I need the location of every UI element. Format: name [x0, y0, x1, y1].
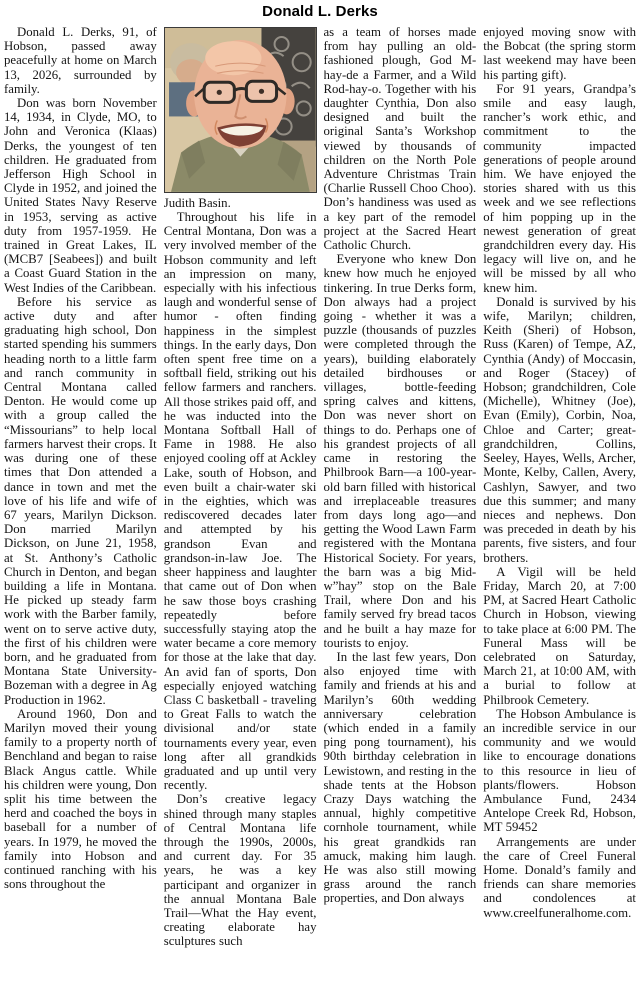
paragraph: Before his service as active duty and after graduating high school, Don started spending his summers heading north to a little farm and ranch community in Central Montana called Denton. He would come up with a group called the “Missourians” to help local farmers harvest their crops. It was during one of these times that Don attended a dance in town and met the love of his life and wife of 67 years, Marilyn Dickson. Don married Marilyn Dickson, on June 21, 1958, at St. Anthony’s Catholic Church in Denton, and began building a life in Montana. He picked up steady farm work with the Barber family, went on to serve active duty, the first of his children were born, and he graduated from Montana State University-Bozeman with a degree in Ag Production in 1962. [4, 294, 157, 707]
paragraph: Judith Basin. [163, 195, 231, 210]
column-2 [164, 25, 317, 995]
page-title: Donald L. Derks [262, 3, 378, 20]
portrait-photo [164, 27, 317, 193]
paragraph: Don was born November 14, 1934, in Clyde, MO, to John and Veronica (Klaas) Derks, the youngest of ten children. He graduated from Jefferson High School in Clyde in 1952, and joined the United States Navy Reserve in 1953, serving as active duty from 1957-1959. He trained in Great Lakes, IL (MCB7 [Seabees]) and built a Coast Guard Station in the West Indies of the Caribbean. [4, 96, 157, 295]
portrait-photo-illustration [165, 28, 316, 192]
paragraph: A Vigil will be held Friday, March 20, at 7:00 PM, at Sacred Heart Catholic Church in Hobson, viewing to take place at 6:00 PM. The Funeral Mass will be celebrated on Saturday, March 21, at 10:00 AM, with a burial to follow at Philbrook Cemetery. [483, 564, 636, 707]
text-columns [4, 25, 636, 995]
paragraph: Don’s creative legacy shined through many staples of Central Montana life through the 1990s, 2000s, and current day. For 35 years, he was a key participant and organizer in the annual Montana Bale Trail—What the Hay event, creating elaborate hay sculptures such [163, 792, 317, 949]
paragraph: enjoyed moving snow with the Bobcat (the spring storm last weekend may have been his parting gift). [483, 25, 636, 82]
paragraph: Around 1960, Don and Marilyn moved their young family to a property north of Benchland and began to raise Black Angus cattle. While his children were young, Don split his time between the herd and coached the boys in baseball for a number of years. In 1979, he moved the family into Hobson and continued ranching with his sons throughout the [4, 706, 157, 892]
paragraph: Throughout his life in Central Montana, Don was a very involved member of the Hobson community and left an impression on many, especially with his infectious laugh and wonderful sense of humor - often finding happiness in the simplest things. In the early days, Don often spent free time on a softball field, striking out his fellow farmers and ranchers. All those strikes paid off, and he was inducted into the Montana Softball Hall of Fame in 1988. He also enjoyed cooling off at Ackley Lake, south of Hobson, and even built a chair-water ski in the eighties, which was rediscovered decades later and attempted by his grandson Evan and grandson-in-law Joe. The sheer happiness and laughter that came out of Don when he saw those boys crashing repeatedly before successfully staying atop the water became a core memory for those at the lake that day. An avid fan of sports, Don especially enjoyed watching Class C basketball - traveling to Great Falls to watch the divisional and/or state tournaments every year, even long after all grandkids graduated and up until very recently. [163, 210, 317, 793]
column-1 [4, 25, 157, 995]
paragraph: Everyone who knew Don knew how much he enjoyed tinkering. In true Derks form, Don always had a project going - whether it was a puzzle (thousands of puzzles were completed through the years), building elaborately detailed birdhouses or villages, bottle-feeding spring calves and kittens, Don was never short on things to do. Perhaps one of his grandest projects of all came in restoring the Philbrook Barn—a 100-year-old barn filled with historical and irreplaceable treasures from days long ago—and getting the Wood Lawn Farm registered with the Montana Historical Society. For years, the barn was a big Mid-w”hay” stop on the Bale Trail, where Don and his family served fry bread tacos and he built a hay maze for tourists to enjoy. [323, 252, 477, 650]
paragraph: The Hobson Ambulance is an incredible service in our community and we would like to encourage donations to this resource in lieu of plants/flowers. Hobson Ambulance Fund, 2434 Antelope Creek Rd, Hobson, MT 59452 [483, 706, 636, 835]
paragraph: Donald L. Derks, 91, of Hobson, passed away peacefully at home on March 13, 2026, surrounded by family. [4, 25, 157, 96]
paragraph: as a team of horses made from hay pulling an old-fashioned plough, God M-hay-de a Farmer, and a Wild Rod-hay-o. Together with his daughter Cynthia, Don also designed and built the original Santa’s Workshop viewed by thousands of children on the North Pole Adventure Christmas Train (Charlie Russell Choo Choo). Don’s handiness was used as a key part of the remodel project at the Sacred Heart Catholic Church. [323, 25, 477, 253]
paragraph: For 91 years, Grandpa’s smile and easy laugh, rancher’s work ethic, and commitment to the community impacted generations of people around him. We have enjoyed the stories shared with us this week and we see reflections of him popping up in the newest generation of great grandchildren every day. His legacy will live on, and he will be missed by all who knew him. [483, 81, 636, 295]
column-4 [483, 25, 636, 995]
paragraph: Arrangements are under the care of Creel Funeral Home. Donald’s family and friends can share memories and condolences at www.creelfuneralhome.com. [483, 834, 636, 920]
paragraph: Donald is survived by his wife, Marilyn; children, Keith (Sheri) of Hobson, Russ (Karen) of Tempe, AZ, Cynthia (Andy) of Moccasin, and Roger (Stacey) of Hobson; grandchildren, Cole (Michelle), Whitney (Joe), Evan (Emily), Corbin, Noa, Chloe and Carter; great-grandchildren, Collins, Seeley, Hayes, Wells, Archer, Monte, Kelby, Callen, Avery, Cashlyn, Sawyer, and two due this summer; and many nieces and nephews. Don was preceded in death by his parents, five sisters, and four brothers. [483, 294, 636, 565]
paragraph: In the last few years, Don also enjoyed time with family and friends at his and Marilyn’s 60th wedding anniversary celebration (which ended in a family ping pong tournament), his 90th birthday celebration in Lewistown, and resting in the shade tents at the Hobson Crazy Days watching the annual, highly competitive cornhole tournament, while his great grandkids ran amuck, making him laugh. He was also still mowing grass around the ranch properties, and Don always [323, 649, 477, 906]
column-3 [324, 25, 477, 995]
